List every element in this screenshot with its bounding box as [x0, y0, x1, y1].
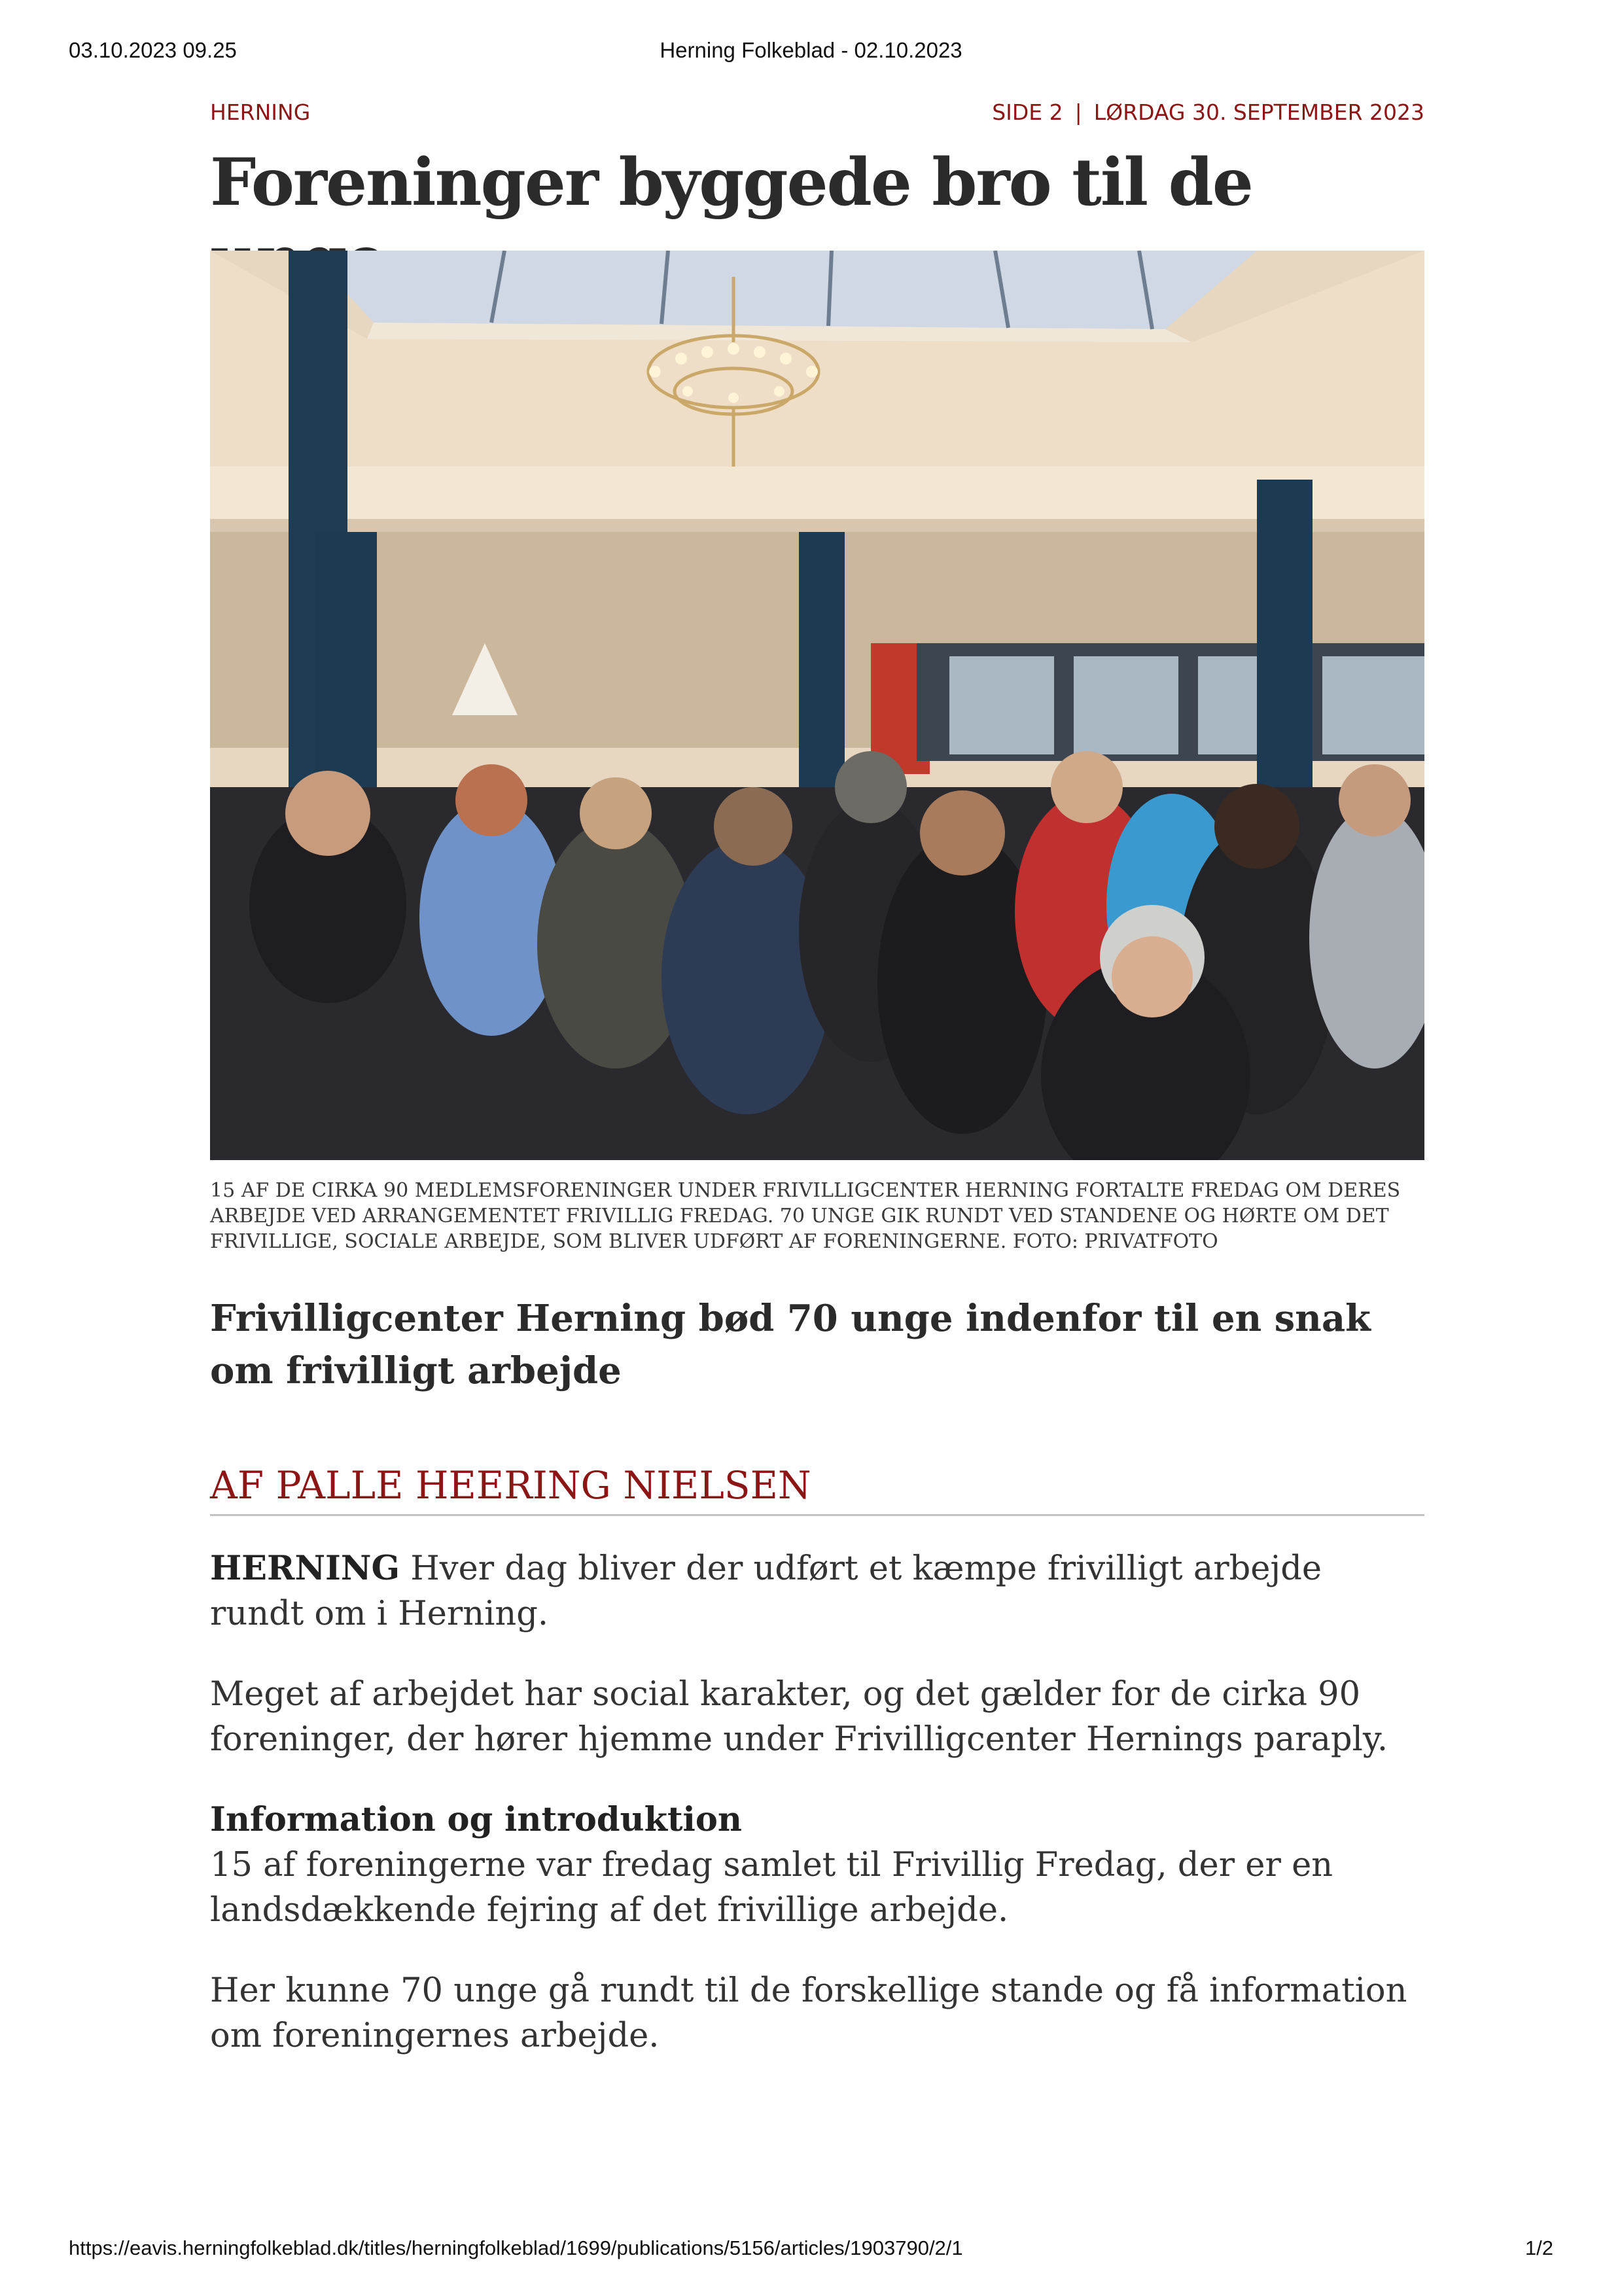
article-body — [210, 1546, 1424, 2094]
dateline: HERNING — [210, 1549, 400, 1588]
byline[interactable]: AF PALLE HEERING NIELSEN — [210, 1459, 1424, 1516]
paragraph-with-heading — [210, 1797, 1424, 1933]
page-label: SIDE 2 — [992, 99, 1063, 125]
paragraph-text: Hver dag bliver der udført et kæmpe frivilligt arbejde rundt om i Herning. — [210, 1549, 1322, 1633]
print-footer — [69, 2236, 1553, 2269]
section-label[interactable]: HERNING — [210, 99, 311, 125]
print-document-title: Herning Folkeblad - 02.10.2023 — [660, 38, 962, 62]
article-photo — [210, 251, 1424, 1160]
publication-date: LØRDAG 30. SEPTEMBER 2023 — [1093, 99, 1424, 125]
photo-caption: 15 AF DE CIRKA 90 MEDLEMSFORENINGER UNDER FRIVILLIGCENTER HERNING FORTALTE FREDAG OM DERES ARBEJDE VED ARRANGEMENTET FRIVILLIG FREDAG. 70 UNGE GIK RUNDT VED STANDENE OG HØRTE OM DET FRIVILLIGE, SOCIALE ARBEJDE, SOM BLIVER UDFØRT AF FORENINGERNE. FOTO: PRIVATFOTO — [210, 1179, 1401, 1253]
headline: Foreninger byggede bro til de — [210, 145, 1252, 221]
paragraph: Her kunne 70 unge gå rundt til de forskellige stande og få information om foreningernes arbejde. — [210, 1971, 1407, 2055]
page-date-info — [992, 99, 1424, 125]
crowd — [210, 751, 1424, 1160]
meta-separator: | — [1074, 99, 1082, 125]
paragraph — [210, 1546, 1424, 1636]
article — [210, 92, 1424, 2055]
subheadline: Frivilligcenter Herning bød 70 unge indenfor til en snak om frivilligt arbejde — [210, 1297, 1371, 1392]
print-page-number: 1/2 — [1525, 2236, 1553, 2259]
print-header — [69, 38, 1553, 71]
article-meta — [210, 92, 1424, 131]
photo-illustration — [210, 251, 1424, 1160]
mid-heading: Information og introduktion — [210, 1800, 742, 1839]
print-url[interactable]: https://eavis.herningfolkeblad.dk/titles/herningfolkeblad/1699/publications/5156/articles/1903790/2/1 — [69, 2236, 963, 2259]
print-timestamp: 03.10.2023 09.25 — [69, 38, 237, 62]
paragraph: Meget af arbejdet har social karakter, og det gælder for de cirka 90 foreninger, der hører hjemme under Frivilligcenter Hernings paraply. — [210, 1675, 1388, 1759]
paragraph-text: 15 af foreningerne var fredag samlet til Frivillig Fredag, der er en landsdækkende fejring af det frivillige arbejde. — [210, 1846, 1333, 1930]
